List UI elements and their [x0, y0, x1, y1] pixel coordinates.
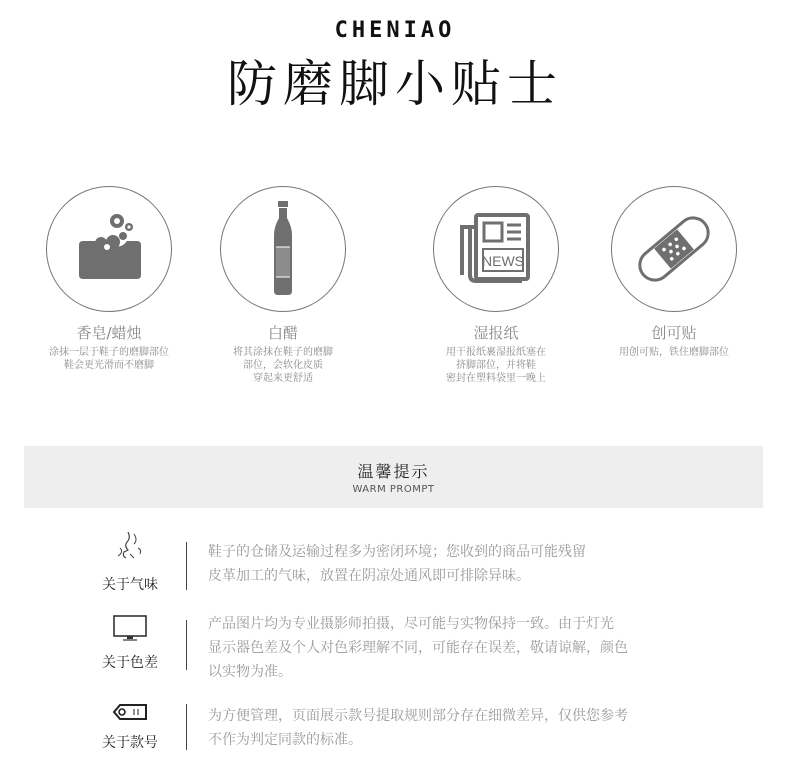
smell-icon: [100, 528, 160, 568]
page-title: 防磨脚小贴士: [227, 55, 563, 113]
tip-name: 创可贴: [651, 324, 697, 342]
note-label: 关于款号: [102, 735, 158, 751]
note-text: 产品图片均为专业摄影师拍摄，尽可能与实物保持一致。由于灯光 显示器色差及个人对色彩理解不同，可能存在误差，敬请谅解，颜色 以实物为准。: [208, 616, 628, 680]
tip-newspaper: [396, 186, 596, 385]
bandage-icon: [611, 186, 737, 312]
warm-prompt-banner: [24, 446, 763, 508]
vinegar-bottle-icon: [220, 186, 346, 312]
tip-desc: 用干报纸裹湿报纸塞在 挤脚部位，并将鞋 密封在塑料袋里一晚上: [446, 347, 546, 384]
note-text: 鞋子的仓储及运输过程多为密闭环境；您收到的商品可能残留 皮革加工的气味，放置在阴凉处通风即可排除异味。: [208, 544, 586, 584]
tag-icon: [100, 700, 160, 728]
svg-text:NEWS: NEWS: [482, 253, 524, 269]
tip-desc: 涂抹一层于鞋子的磨脚部位 鞋会更光滑而不磨脚: [49, 347, 169, 371]
note-label: 关于气味: [102, 577, 158, 593]
tip-desc: 将其涂抹在鞋子的磨脚 部位，会软化皮质 穿起来更舒适: [233, 347, 333, 384]
tip-name: 湿报纸: [473, 324, 519, 342]
brand-logo: CHENIAO: [334, 18, 456, 43]
tip-bandage: [574, 186, 774, 359]
tip-soap: [9, 186, 209, 372]
note-text: 为方便管理，页面展示款号提取规则部分存在细微差异，仅供您参考 不作为判定同款的标准。: [208, 708, 628, 748]
note-label: 关于色差: [102, 655, 158, 671]
banner-title: 温馨提示: [357, 462, 430, 481]
divider: [186, 704, 187, 750]
divider: [186, 542, 187, 590]
tip-vinegar: [183, 186, 383, 385]
tip-name: 香皂/蜡烛: [76, 324, 142, 342]
tip-desc: 用创可贴，铁住磨脚部位: [619, 347, 729, 358]
monitor-icon: [100, 614, 160, 648]
banner-subtitle: WARM PROMPT: [352, 484, 435, 495]
divider: [186, 620, 187, 670]
newspaper-icon: [433, 186, 559, 312]
tip-name: 白醋: [267, 324, 298, 342]
soap-icon: [46, 186, 172, 312]
